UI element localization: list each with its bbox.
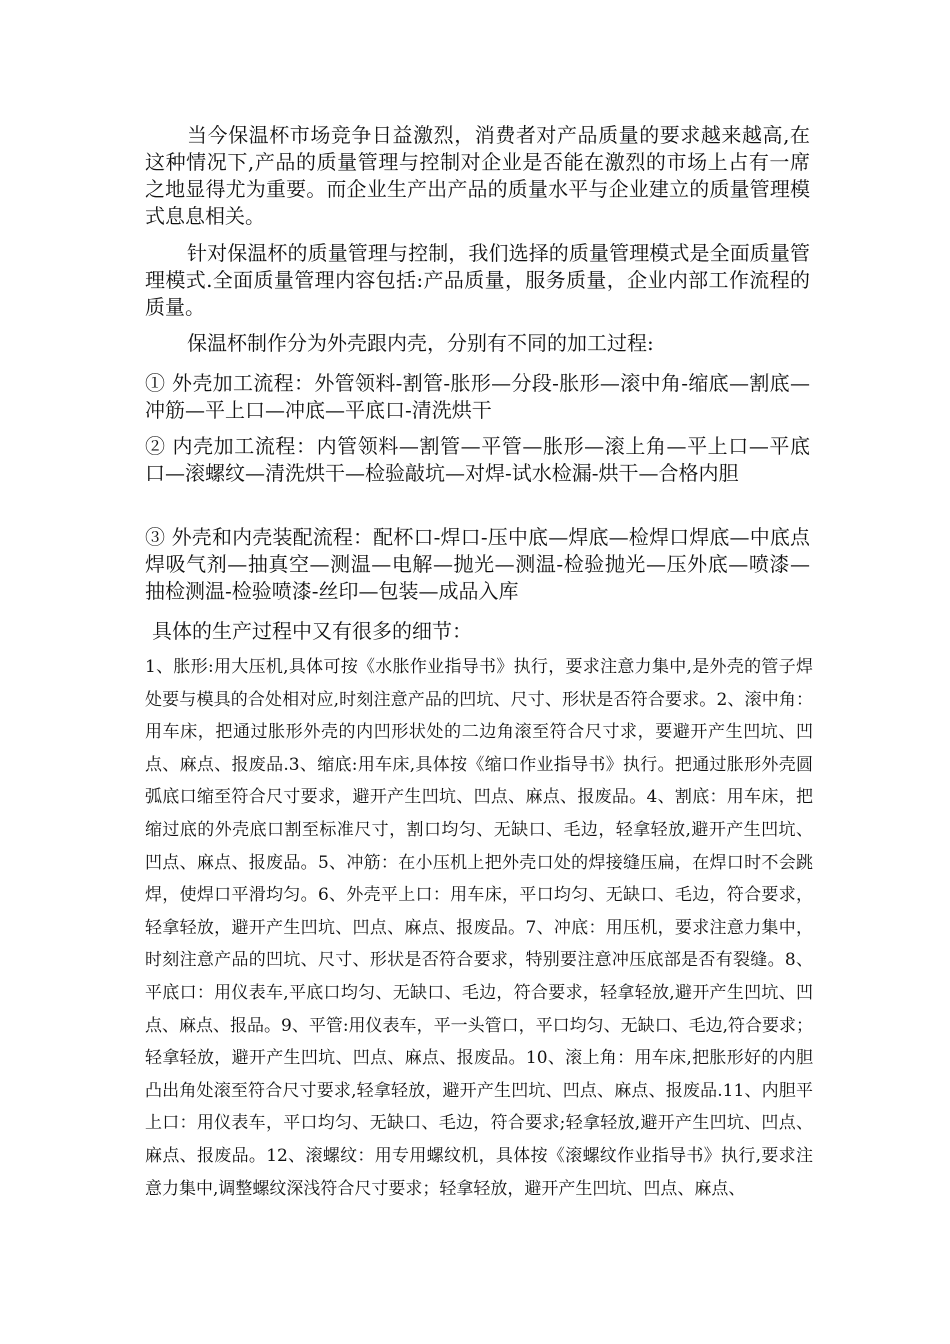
- paragraph-assembly-process: ③ 外壳和内壳装配流程：配杯口-焊口-压中底—焊底—检焊口焊底—中底点焊吸气剂—抽真空—测温—电解—抛光—测温-检验抛光—压外底—喷漆—抽检测温-检验喷漆-丝印—包装—成品入库: [145, 525, 810, 603]
- paragraph-details-intro: 具体的生产过程中又有很多的细节：: [152, 619, 472, 643]
- paragraph-market-background: 当今保温杯市场竞争日益激烈，消费者对产品质量的要求越来越高,在这种情况下,产品的质量管理与控制对企业是否能在激烈的市场上占有一席之地显得尤为重要。而企业生产出产品的质量水平与企业建立的质量管理模式息息相关。: [145, 123, 810, 228]
- paragraph-process-overview: 保温杯制作分为外壳跟内壳，分别有不同的加工过程:: [187, 331, 654, 355]
- paragraph-quality-model: 针对保温杯的质量管理与控制，我们选择的质量管理模式是全面质量管理模式.全面质量管理内容包括:产品质量，服务质量，企业内部工作流程的质量。: [145, 241, 810, 319]
- paragraph-outer-shell-process: ① 外壳加工流程：外管领料-割管-胀形—分段-胀形—滚中角-缩底—割底—冲筋—平上口—冲底—平底口-清洗烘干: [145, 371, 810, 422]
- paragraph-process-details: 1、胀形:用大压机,具体可按《水胀作业指导书》执行，要求注意力集中,是外壳的管子焊处要与模具的合处相对应,时刻注意产品的凹坑、尺寸、形状是否符合要求。2、滚中角：用车床，把通过胀形外壳的内凹形状处的二边角滚至符合尺寸求，要避开产生凹坑、凹点、麻点、报废品.3、缩底:用车床,具体按《缩口作业指导书》执行。把通过胀形外壳圆弧底口缩至符合尺寸要求，避开产生凹坑、凹点、麻点、报废品。4、割底：用车床，把缩过底的外壳底口割至标准尺寸，割口均匀、无缺口、毛边，轻拿轻放,避开产生凹坑、凹点、麻点、报废品。5、冲筋：在小压机上把外壳口处的焊接缝压扁，在焊口时不会跳焊，使焊口平滑均匀。6、外壳平上口：用车床，平口均匀、无缺口、毛边，符合要求，轻拿轻放，避开产生凹坑、凹点、麻点、报废品。7、冲底：用压机，要求注意力集中，时刻注意产品的凹坑、尺寸、形状是否符合要求，特别要注意冲压底部是否有裂缝。8、平底口：用仪表车,平底口均匀、无缺口、毛边，符合要求，轻拿轻放,避开产生凹坑、凹点、麻点、报品。9、平管:用仪表车，平一头管口，平口均匀、无缺口、毛边,符合要求；轻拿轻放，避开产生凹坑、凹点、麻点、报废品。10、滚上角：用车床,把胀形好的内胆凸出角处滚至符合尺寸要求,轻拿轻放，避开产生凹坑、凹点、麻点、报废品.11、内胆平上口：用仪表车，平口均匀、无缺口、毛边，符合要求;轻拿轻放,避开产生凹坑、凹点、麻点、报废品。12、滚螺纹：用专用螺纹机，具体按《滚螺纹作业指导书》执行,要求注意力集中,调整螺纹深浅符合尺寸要求；轻拿轻放，避开产生凹坑、凹点、麻点、: [145, 657, 813, 1199]
- paragraph-inner-shell-process: ② 内壳加工流程：内管领料—割管—平管—胀形—滚上角—平上口—平底口—滚螺纹—清洗烘干—检验敲坑—对焊-试水检漏-烘干—合格内胆: [145, 434, 810, 485]
